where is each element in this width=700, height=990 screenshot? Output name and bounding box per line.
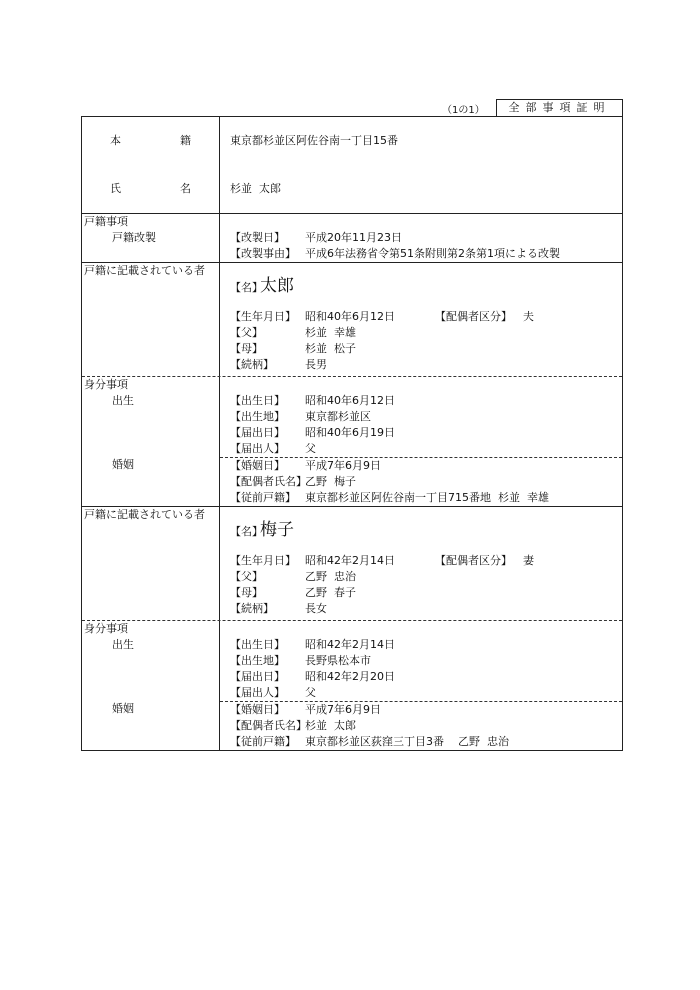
birth-date-row: 【生年月日】 昭和42年2月14日 【配偶者区分】 妻 <box>230 554 534 567</box>
person-section <box>82 262 622 376</box>
person-heading: 戸籍に記載されている者 <box>84 508 205 521</box>
birth-heading: 出生 <box>112 394 134 407</box>
marriage-items: 【婚姻日】 平成7年6月9日 【配偶者氏名】杉並 太郎 【従前戸籍】 東京都杉並区荻窪三丁目3番 乙野 忠治 <box>220 701 622 750</box>
certificate-type-box: 全部事項証明 <box>496 99 623 116</box>
birth-items: 【出生日】 昭和42年2月14日 【出生地】 長野県松本市 【届出日】 昭和42年2月20日 【届出人】 父 <box>230 638 395 699</box>
page-count: （1の1） <box>442 105 485 116</box>
registry-header-section <box>82 117 622 213</box>
honseki-label: 本 籍 <box>110 134 191 147</box>
shimei-label: 氏 名 <box>110 182 191 195</box>
marriage-heading: 婚姻 <box>112 458 134 471</box>
mother-row: 【母】 乙野 春子 <box>230 586 356 599</box>
honseki-value: 東京都杉並区阿佐谷南一丁目15番 <box>230 134 398 147</box>
kaisei-date: 【改製日】 平成20年11月23日 <box>230 231 402 244</box>
kaisei-reason: 【改製事由】 平成6年法務省令第51条附則第2条第1項による改製 <box>230 247 560 260</box>
person-section <box>82 506 622 620</box>
father-row: 【父】 杉並 幸雄 <box>230 326 356 339</box>
page-header <box>400 99 622 116</box>
person-name: 【名】梅子 <box>230 520 294 540</box>
mibun-section <box>82 620 622 750</box>
birth-date-row: 【生年月日】 昭和40年6月12日 【配偶者区分】 夫 <box>230 310 534 323</box>
mother-row: 【母】 杉並 松子 <box>230 342 356 355</box>
mibun-heading: 身分事項 <box>84 378 128 391</box>
father-row: 【父】 乙野 忠治 <box>230 570 356 583</box>
birth-heading: 出生 <box>112 638 134 651</box>
person-name: 【名】太郎 <box>230 276 294 296</box>
koseki-jiko-section <box>82 213 622 262</box>
shimei-value: 杉並 太郎 <box>230 182 281 195</box>
koseki-document <box>81 116 623 751</box>
mibun-heading: 身分事項 <box>84 622 128 635</box>
relationship-row: 【続柄】 長女 <box>230 602 327 615</box>
marriage-heading: 婚姻 <box>112 702 134 715</box>
relationship-row: 【続柄】 長男 <box>230 358 327 371</box>
koseki-jiko-heading: 戸籍事項 <box>84 215 128 228</box>
marriage-items: 【婚姻日】 平成7年6月9日 【配偶者氏名】乙野 梅子 【従前戸籍】 東京都杉並区阿佐谷南一丁目715番地 杉並 幸雄 <box>220 457 622 506</box>
birth-items: 【出生日】 昭和40年6月12日 【出生地】 東京都杉並区 【届出日】 昭和40年6月19日 【届出人】 父 <box>230 394 395 455</box>
mibun-section <box>82 376 622 506</box>
person-heading: 戸籍に記載されている者 <box>84 264 205 277</box>
koseki-kaisei-heading: 戸籍改製 <box>112 231 156 244</box>
